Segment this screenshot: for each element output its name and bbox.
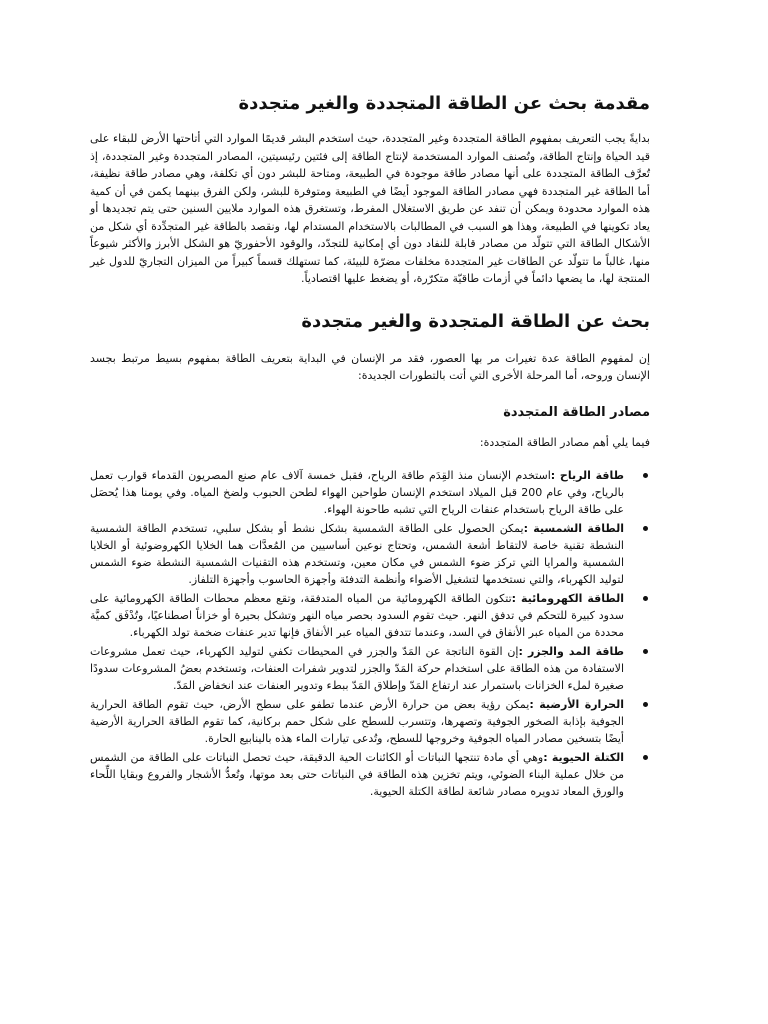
list-item-term: الكتلة الحيوية : bbox=[543, 751, 625, 764]
bullet-icon bbox=[643, 755, 648, 760]
list-item bbox=[90, 643, 624, 694]
list-item-term: الطاقة الشمسية : bbox=[523, 522, 624, 535]
list-intro: فيما يلي أهم مصادر الطاقة المتجددة: bbox=[479, 435, 650, 449]
list-item-text: وهي أي مادة تنتجها النباتات أو الكائنات الحية الدقيقة، حيث تحصل النباتات على الطاقة من الشمس من خلال عملية البناء الضوئي، ويتم تخزين هذه الطاقة في النباتات حتى بعد موتها، وتُعدُّ الأشجار والفروع وبقايا اللِّحاء والورق المعاد تدويره مصادر شائعة لطاقة الكتلة الحيوية. bbox=[90, 751, 624, 798]
list-item-term: الطاقة الكهرومائية : bbox=[511, 592, 624, 605]
list-item bbox=[90, 749, 624, 800]
list-item-text: يمكن رؤية بعض من حرارة الأرض عندما تطفو على سطح الأرض، حيث تقوم الطاقة الحرارية الجوفية بإذابة الصخور الجوفية وتصهرها، وتتسرب للسطح على شكل حمم بركانية، كما تقوم الطاقة الحرارية الأرضية أيضًا بتسخين مصادر المياه الجوفية وخروجها للسطح، وتُدعى تيارات الماء هذه بالينابيع الحارة. bbox=[90, 698, 624, 745]
bullet-icon bbox=[643, 702, 648, 707]
intro-paragraph: بدايةً يجب التعريف بمفهوم الطاقة المتجددة وغير المتجددة، حيث استخدم البشر قديمًا الموارد التي أتاحتها الأرض للبقاء على قيد الحياة وإنتاج الطاقة، وتُصنف الموارد المستخدمة لإنتاج الطاقة إلى فئتين رئيسيتين، المصادر المتجددة وغير المتجددة، إذ تُعرَّف الطاقة المتجددة على أنها مصادر طاقة موجودة في الطبيعة، ومتاحة للبشر دون أي تكلفة، وهي مصادر طاقة نظيفة، أما الطاقة غير المتجددة فهي مصادر الطاقة الموجود أيضًا في الطبيعة ومتوفرة للبشر، ولكن الفرق بينهما يكمن في أن كمية هذه الموارد محدودة ويمكن أن تنفد عن طريق الاستغلال المفرط، وتستغرق هذه الموارد ملايين السنين حتى يتم تجديدها أو يعاد تكوينها في الطبيعة، وهذا هو السبب في المطالبات بالاستخدام المستدام لها، ونقصد بالطاقة غير المتجدِّدة أي شكل من الأشكال الطاقة التي تتولّد من مصادر قابلة للنفاد دون أي إمكانية للتجدّد، والوقود الأحفوريّ هو الشكل الأبرز والأكثر شيوعاً منها، غالباً ما تتولّد عن الطاقات غير المتجددة مخلفات مضرّة للبيئة، كما تستهلك قسماً كبيراً من الميزان التجاريّ للدول غير المنتجة لها، ما يضعها دائماً في أزمات طاقيّة متكرّرة، أو يضغط عليها اقتصادياً. bbox=[90, 132, 650, 285]
list-item-text: إن القوة الناتجة عن المَدّ والجزر في المحيطات تكفي لتوليد الكهرباء، حيث تعمل مشروعات الاستفادة من هذه الطاقة على استخدام حركة المَدّ والجزر لتدوير شفرات العنفات، وتستخدم بعضُ المشروعات سدودًا صغيرة لملء الخزانات باستمرار عند ارتفاع المَدّ وإطلاق المَدّ ببطء وتدوير العنفات عند انخفاض المَدّ. bbox=[90, 645, 624, 692]
list-item bbox=[90, 696, 624, 747]
list-item-term: طاقة المد والجزر : bbox=[518, 645, 624, 658]
bullet-icon bbox=[643, 473, 648, 478]
list-item bbox=[90, 467, 624, 518]
bullet-icon bbox=[643, 526, 648, 531]
section-paragraph: إن لمفهوم الطاقة عدة تغيرات مر بها العصور، فقد مر الإنسان في البداية بتعريف الطاقة بمفهوم بسيط مرتبط بجسد الإنسان وروحه، أما المرحلة الأخرى التي أتت بالتطورات الجديدة: bbox=[90, 351, 650, 382]
list-item-term: الحرارة الأرضية : bbox=[529, 698, 624, 711]
list-item bbox=[90, 590, 624, 641]
list-item bbox=[90, 520, 624, 588]
list-item-text: يمكن الحصول على الطاقة الشمسية بشكل نشط أو بشكل سلبي، تستخدم الطاقة الشمسية النشطة تقنية خاصة لالتقاط أشعة الشمس، وتحتاج نوعين أساسيين من المُعدَّات هما الخلايا الكهروضوئية أو الخلايا الشمسية والمرايا التي تركز ضوء الشمس في مكان معين، وتستخدم هذه التقنيات الشمسية النشطة ضوء الشمس لتوليد الكهرباء، والتي نستخدمها لتشغيل الأضواء وأنظمة التدفئة وأجهزة الحاسوب وأجهزة التلفاز. bbox=[90, 522, 624, 586]
sources-list bbox=[90, 467, 650, 800]
list-item-text: تتكون الطاقة الكهرومائية من المياه المتدفقة، وتقع معظم محطات الطاقة الكهرومائية على سدود كبيرة للتحكم في تدفق النهر. حيث تقوم السدود بحصر مياه النهر وتشكل بحيرة أو خزاناً اصطناعيًا، وتُدْفَق كميَّة محددة من المياه عبر الأنفاق في السد، وعندما تتدفق المياه عبر الأنفاق فإنها تدير عنفات ضخمة تولد الكهرباء. bbox=[90, 592, 624, 639]
intro-section bbox=[90, 130, 650, 288]
bullet-icon bbox=[643, 596, 648, 601]
bullet-icon bbox=[643, 649, 648, 654]
list-item-text: استخدم الإنسان منذ القِدَم طاقة الرياح، فقبل خمسة آلاف عام صنع المصريون القدماء قوارب تعمل بالرياح، وفي عام 200 قبل الميلاد استخدم الإنسان طواحين الهواء لطحن الحبوب ولضخ المياه. وفي يومنا هذا يُحصَل على طاقة الرياح باستخدام عنفات الرياح التي تشبه طاحونة الهواء. bbox=[90, 469, 624, 516]
subheading-renewable-sources: مصادر الطاقة المتجددة bbox=[503, 404, 650, 420]
section-heading: بحث عن الطاقة المتجددة والغير متجددة bbox=[301, 310, 650, 332]
page-title: مقدمة بحث عن الطاقة المتجددة والغير متجددة bbox=[238, 93, 650, 114]
list-item-term: طاقة الرياح : bbox=[550, 469, 624, 482]
